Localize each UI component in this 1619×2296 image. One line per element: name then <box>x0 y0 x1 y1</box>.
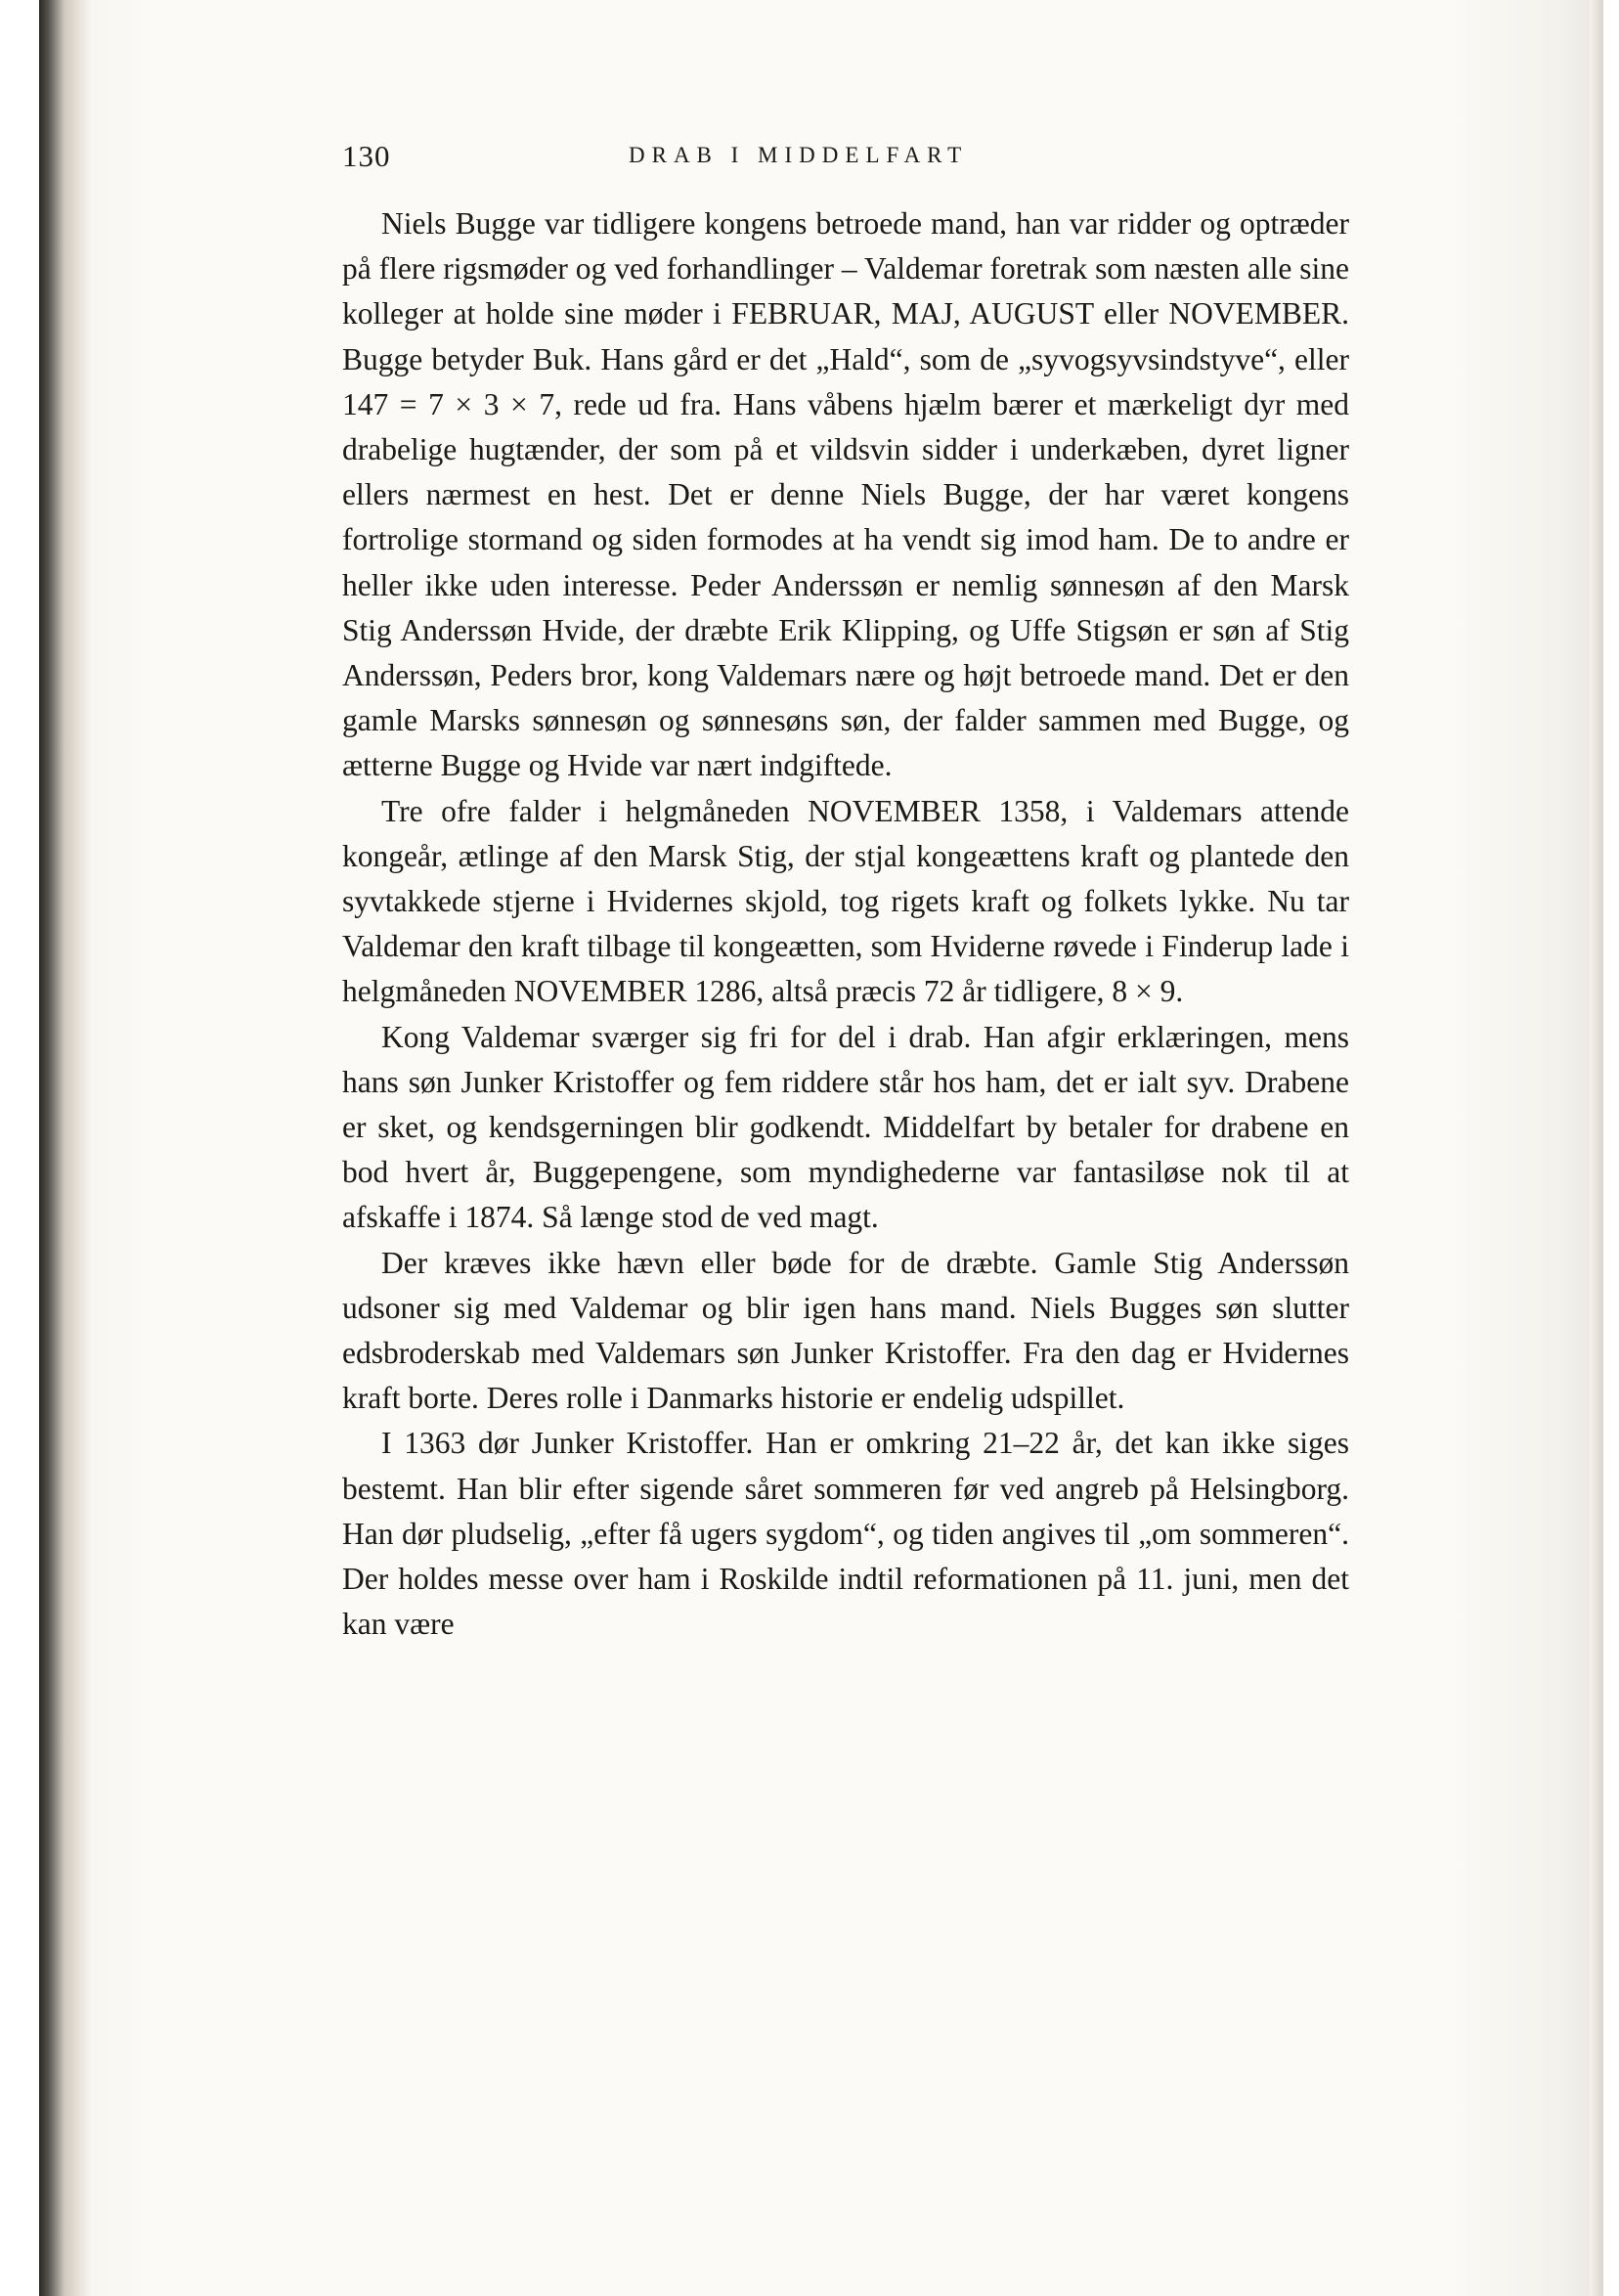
body-text <box>342 201 1349 1648</box>
running-title: DRAB I MIDDELFART <box>629 143 969 167</box>
page-header <box>342 139 1349 194</box>
paragraph-4: Der kræves ikke hævn eller bøde for de dræbte. Gamle Stig Anderssøn udsoner sig med Valdemar og blir igen hans mand. Niels Bugges søn slutter edsbroderskab med Valdemars søn Junker Kristoffer. Fra den dag er Hvidernes kraft borte. Deres rolle i Danmarks historie er endelig udspillet. <box>342 1245 1349 1416</box>
paragraph-1: Niels Bugge var tidligere kongens betroede mand, han var ridder og optræder på flere rigsmøder og ved forhandlinger – Valdemar foretrak som næsten alle sine kolleger at holde sine møder i FEBRUAR, MAJ, AUGUST eller NOVEMBER. Bugge betyder Buk. Hans gård er det „Hald“, som de „syvogsyvsindstyve“, eller 147 = 7 × 3 × 7, rede ud fra. Hans våbens hjælm bærer et mærkeligt dyr med drabelige hugtænder, der som på et vildsvin sidder i underkæben, dyret ligner ellers nærmest en hest. Det er denne Niels Bugge, der har været kongens fortrolige stormand og siden formodes at ha vendt sig imod ham. De to andre er heller ikke uden interesse. Peder Anderssøn er nemlig sønnesøn af den Marsk Stig Anderssøn Hvide, der dræbte Erik Klipping, og Uffe Stigsøn er søn af Stig Anderssøn, Peders bror, kong Valdemars nære og højt betroede mand. Det er den gamle Marsks sønnesøn og sønnesøns søn, der falder sammen med Bugge, og ætterne Bugge og Hvide var nært indgiftede. <box>342 206 1349 783</box>
paragraph-2: Tre ofre falder i helgmåneden NOVEMBER 1358, i Valdemars attende kongeår, ætlinge af den Marsk Stig, der stjal kongeættens kraft og plantede den syvtakkede stjerne i Hvidernes skjold, tog rigets kraft og folkets lykke. Nu tar Valdemar den kraft tilbage til kongeætten, som Hviderne røvede i Finderup lade i helgmåneden NOVEMBER 1286, altså præcis 72 år tidligere, 8 × 9. <box>342 793 1349 1009</box>
page-number: 130 <box>342 139 391 173</box>
page-content <box>342 139 1349 1640</box>
paragraph-3: Kong Valdemar sværger sig fri for del i drab. Han afgir erklæringen, mens hans søn Junker Kristoffer og fem riddere står hos ham, det er ialt syv. Drabene er sket, og kendsgerningen blir godkendt. Middelfart by betaler for drabene en bod hvert år, Buggepengene, som myndighederne var fantasiløse nok til at afskaffe i 1874. Så længe stod de ved magt. <box>342 1019 1349 1235</box>
page-edge <box>1590 0 1603 2296</box>
book-spine-shadow <box>39 0 90 2296</box>
paragraph-5: I 1363 dør Junker Kristoffer. Han er omkring 21–22 år, det kan ikke siges bestemt. Han blir efter sigende såret sommeren før ved angreb på Helsingborg. Han dør pludselig, „efter få ugers sygdom“, og tiden angives til „om sommeren“. Der holdes messe over ham i Roskilde indtil reformationen på 11. juni, men det kan være <box>342 1426 1349 1642</box>
